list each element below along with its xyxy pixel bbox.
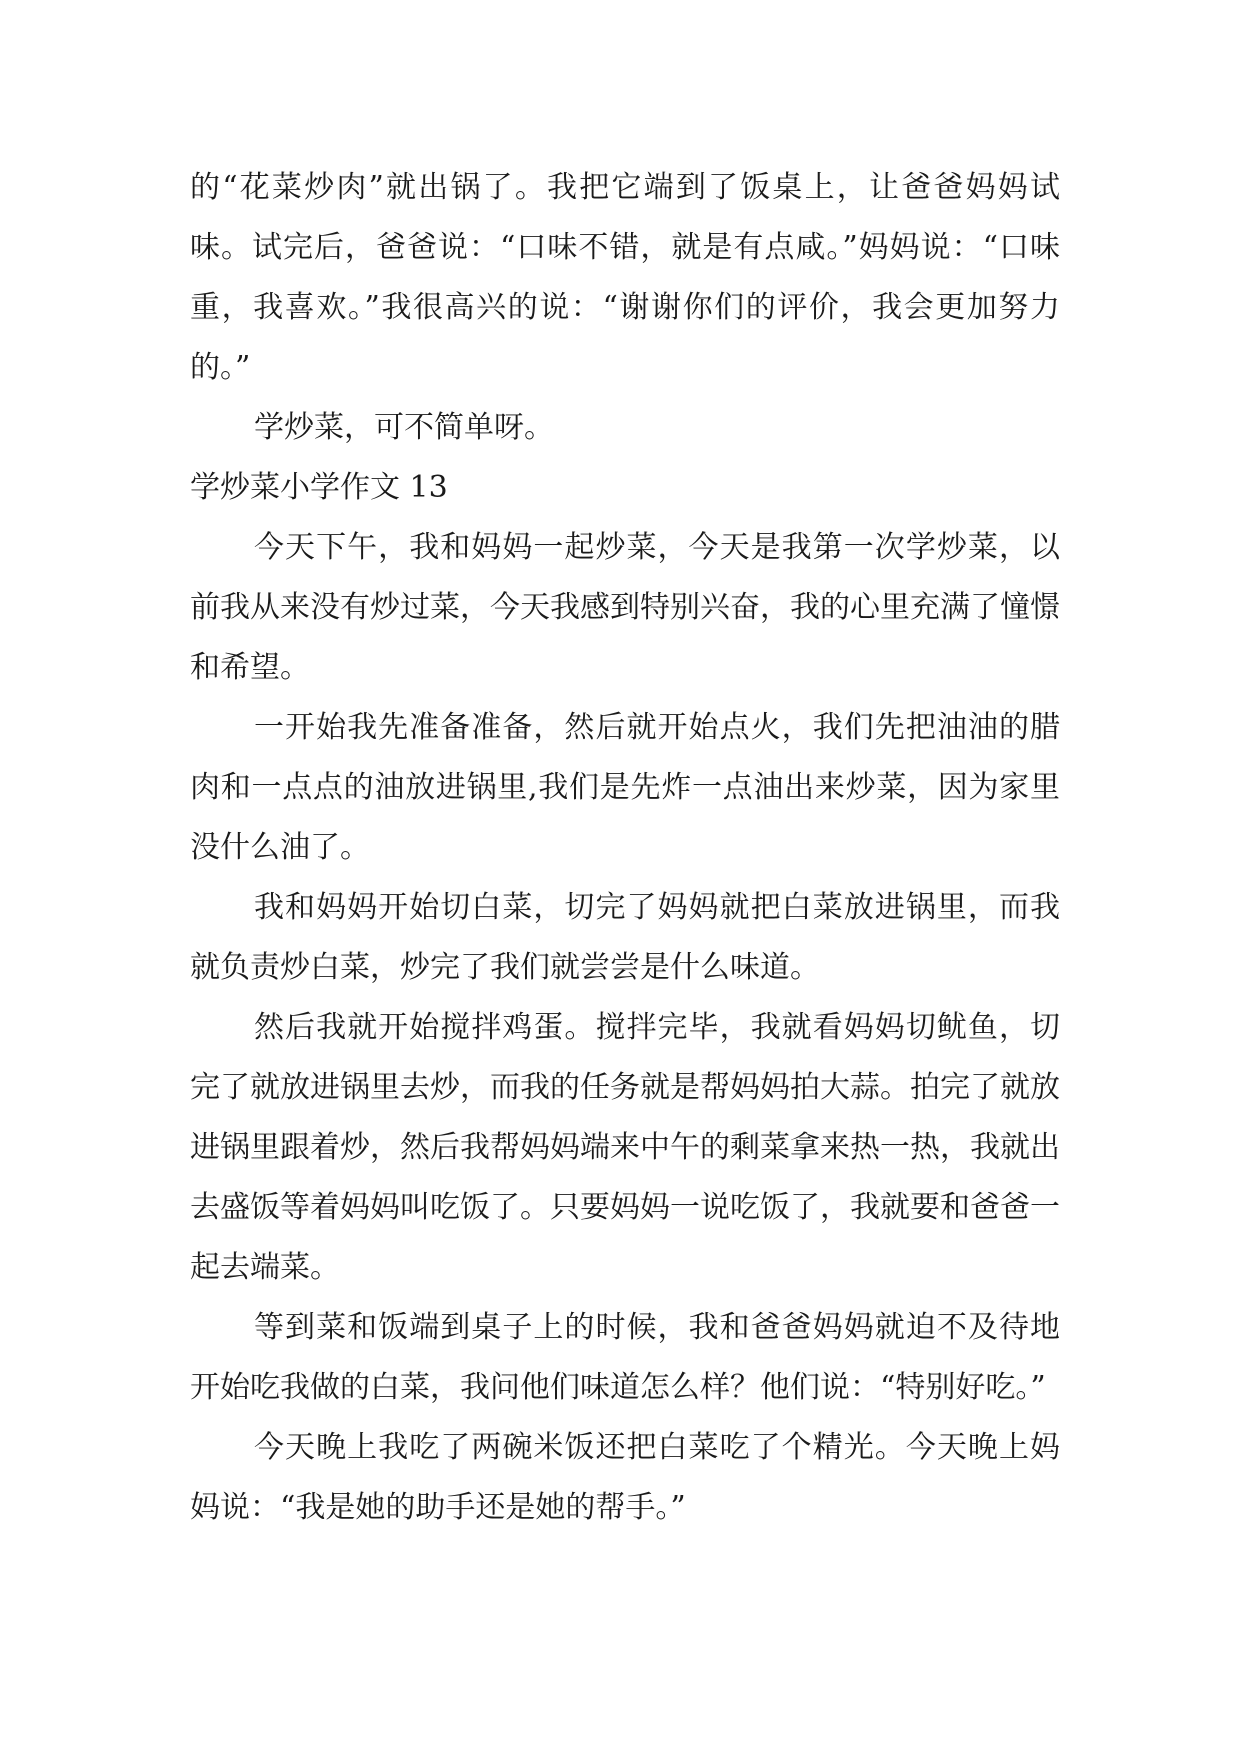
paragraph-6: 今天晚上我吃了两碗米饭还把白菜吃了个精光。今天晚上妈妈说：“我是她的助手还是她的帮手。”	[190, 1430, 1060, 1525]
paragraph-3: 我和妈妈开始切白菜，切完了妈妈就把白菜放进锅里，而我就负责炒白菜，炒完了我们就尝尝是什么味道。	[190, 890, 1060, 985]
paragraph-4: 然后我就开始搅拌鸡蛋。搅拌完毕，我就看妈妈切鱿鱼，切完了就放进锅里去炒，而我的任务就是帮妈妈拍大蒜。拍完了就放进锅里跟着炒，然后我帮妈妈端来中午的剩菜拿来热一热，我就出去盛饭等着妈妈叫吃饭了。只要妈妈一说吃饭了，我就要和爸爸一起去端菜。	[190, 1010, 1060, 1285]
closing-line: 学炒菜，可不简单呀。	[254, 410, 554, 445]
paragraph-5: 等到菜和饭端到桌子上的时候，我和爸爸妈妈就迫不及待地开始吃我做的白菜，我问他们味道怎么样？他们说：“特别好吃。”	[190, 1310, 1060, 1405]
continuation-paragraph: 的“花菜炒肉”就出锅了。我把它端到了饭桌上，让爸爸妈妈试味。试完后，爸爸说：“口味不错，就是有点咸。”妈妈说：“口味重，我喜欢。”我很高兴的说：“谢谢你们的评价，我会更加努力的。”	[190, 170, 1060, 385]
paragraph-1: 今天下午，我和妈妈一起炒菜，今天是我第一次学炒菜，以前我从来没有炒过菜，今天我感到特别兴奋，我的心里充满了憧憬和希望。	[190, 530, 1060, 685]
document-body	[190, 158, 1060, 1538]
paragraph-2: 一开始我先准备准备，然后就开始点火，我们先把油油的腊肉和一点点的油放进锅里,我们是先炸一点油出来炒菜，因为家里没什么油了。	[190, 710, 1060, 865]
essay-title: 学炒菜小学作文 13	[190, 470, 448, 505]
